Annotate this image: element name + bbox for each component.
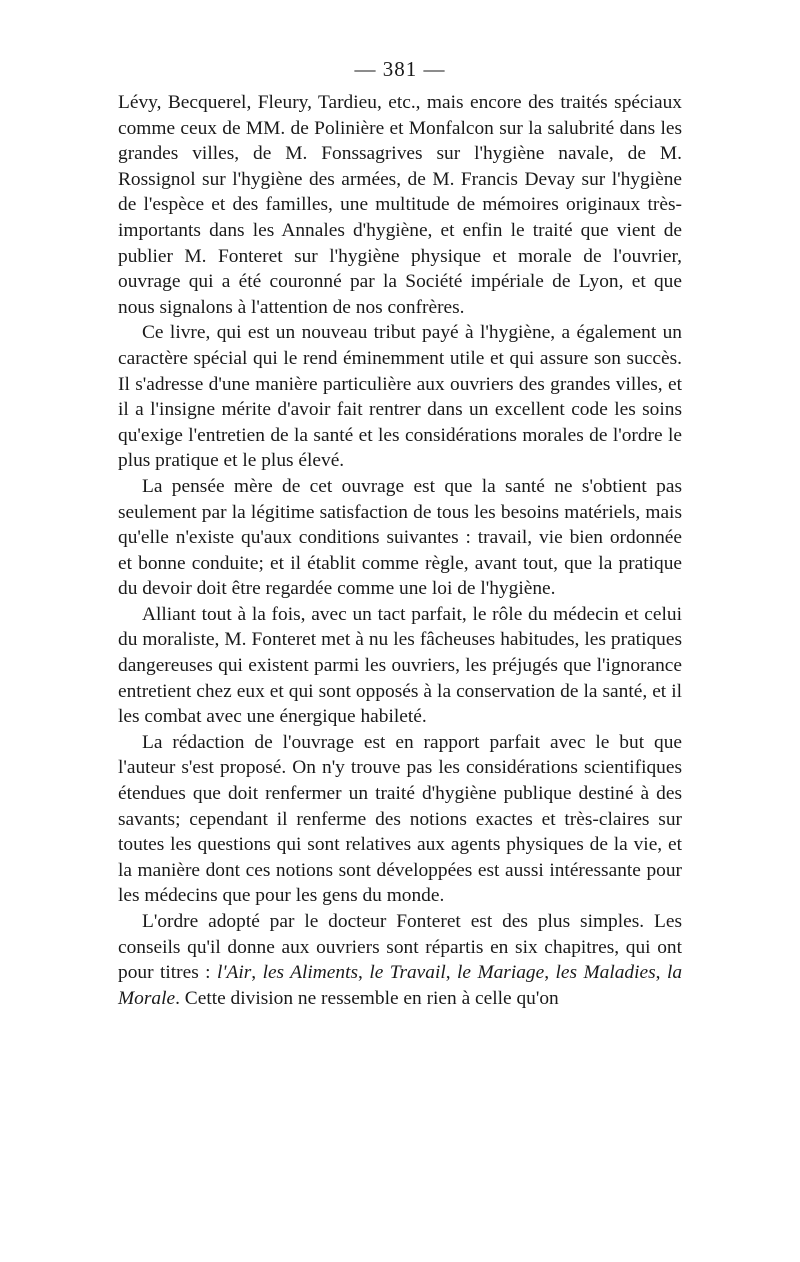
title-separator: , — [655, 962, 667, 984]
paragraph-5: La rédaction de l'ouvrage est en rapport parfait avec le but que l'auteur s'est proposé. On n'y trouve pas les considérations scientifiques étendues que doit renfermer un traité d'hygiène publique destiné à des savants; cependant il renferme des notions exactes et très-claires sur toutes les questions qui sont relatives aux agents physiques de la vie, et la manière dont ces notions sont développées est aussi intéressante pour les médecins que pour les gens du monde. — [118, 731, 682, 907]
title-separator: , — [544, 962, 556, 984]
title-separator: , — [358, 962, 370, 984]
chapter-title-maladies: les Maladies — [555, 962, 656, 984]
title-separator: , — [445, 962, 458, 984]
paragraph-2: Ce livre, qui est un nouveau tribut payé à l'hygiène, a également un caractère spécial qui le rend éminemment utile et qui assure son succès. Il s'adresse d'une manière particulière aux ouvriers des grandes villes, et il a l'insigne mérite d'avoir fait rentrer dans un excellent code les soins qu'exige l'entretien de la santé et les considérations morales de l'ordre le plus pratique et le plus élevé. — [118, 322, 682, 472]
chapter-title-air: l'Air — [216, 962, 252, 984]
chapter-title-travail: le Travail — [369, 962, 446, 984]
paragraph-6-outro: . Cette division ne ressemble en rien à celle qu'on — [175, 987, 559, 1009]
paragraph-1: Lévy, Becquerel, Fleury, Tardieu, etc., mais encore des traités spéciaux comme ceux de MM. de Polinière et Monfalcon sur la salubrité dans les grandes villes, de M. Fonssagrives sur l'hygiène navale, de M. Rossignol sur l'hygiène des armées, de M. Francis Devay sur l'hygiène de l'espèce et des familles, une multitude de mémoires originaux très-importants dans les Annales d'hygiène, et enfin le traité que vient de publier M. Fonteret sur l'hygiène physique et morale de l'ouvrier, ouvrage qui a été couronné par la Société impériale de Lyon, et que nous signalons à l'attention de nos confrères. — [118, 92, 682, 318]
title-separator: , — [251, 962, 263, 984]
chapter-title-morale: la Morale — [118, 962, 683, 1009]
paragraph-6-intro: L'ordre adopté par le docteur Fonteret est des plus simples. Les conseils qu'il donne aux ouvriers sont répartis en six chapitres, qui ont pour titres : — [118, 911, 682, 984]
chapter-title-aliments: les Aliments — [262, 962, 359, 984]
paragraph-4: Alliant tout à la fois, avec un tact parfait, le rôle du médecin et celui du moraliste, M. Fonteret met à nu les fâcheuses habitudes, les pratiques dangereuses qui existent parmi les ouvriers, les préjugés que l'ignorance entretient chez eux et qui sont opposés à la conservation de la santé, et il les combat avec une énergique habileté. — [118, 603, 682, 728]
chapter-title-mariage: le Mariage — [457, 962, 545, 984]
page-number: — 381 — — [354, 57, 446, 81]
paragraph-6 — [118, 909, 682, 1011]
document-page — [118, 56, 682, 1011]
paragraph-3: La pensée mère de cet ouvrage est que la santé ne s'obtient pas seulement par la légitime satisfaction de tous les besoins matériels, mais qu'elle n'existe qu'aux conditions suivantes : travail, vie bien ordonnée et bonne conduite; et il établit comme règle, avant tout, que la pratique du devoir doit être regardée comme une loi de l'hygiène. — [118, 475, 682, 600]
